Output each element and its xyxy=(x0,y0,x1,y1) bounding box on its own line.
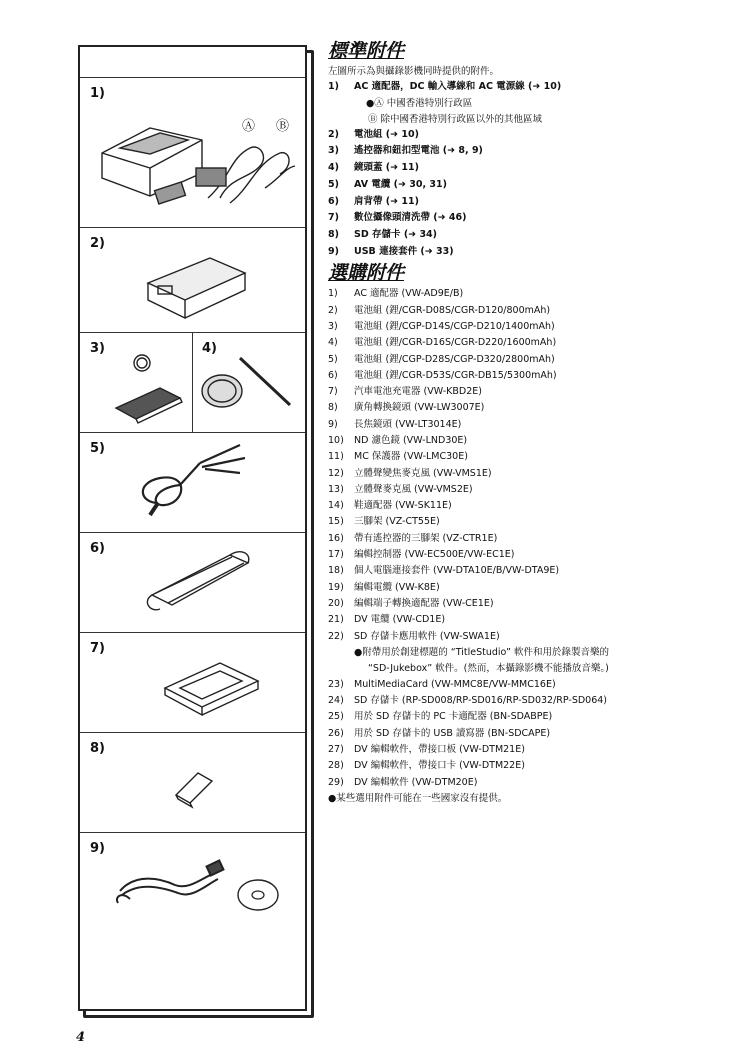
software-note-line2: “SD-Jukebox” 軟件。(然而，本攝錄影機不能播放音樂。) xyxy=(368,662,609,674)
list-item: 9) USB 連接套件 (➜ 33) xyxy=(328,245,454,257)
page-number: 4 xyxy=(76,1030,86,1045)
list-item: 6) 肩背帶 (➜ 11) xyxy=(328,195,419,207)
list-item: 27) DV 編輯軟件，帶接口板 (VW-DTM21E) xyxy=(328,744,525,756)
software-note-line1: ●附帶用於創建標題的 “TitleStudio” 軟件和用於錄製音樂的 xyxy=(354,646,609,658)
usb-kit-illustration xyxy=(80,833,305,953)
list-item: 10) ND 濾色鏡 (VW-LND30E) xyxy=(328,435,468,446)
remote-lenscap-illustration xyxy=(80,333,305,433)
list-item: 3) 電池組 (鋰/CGP-D14S/CGP-D210/1400mAh) xyxy=(328,320,555,332)
region-a-label: Ⓐ xyxy=(242,119,256,134)
figure-cell-2 xyxy=(80,227,305,333)
battery-pack-illustration xyxy=(80,228,305,333)
figure-label-7: 7) xyxy=(90,641,105,656)
figure-label-3: 3) xyxy=(90,341,105,356)
list-item: 15) 三腳架 (VZ-CT55E) xyxy=(328,516,440,528)
region-note-a: ●Ⓐ 中國香港特別行政區 xyxy=(366,97,473,109)
av-cable-illustration xyxy=(80,433,305,533)
list-item: 25) 用於 SD 存儲卡的 PC 卡適配器 (BN-SDABPE) xyxy=(328,711,553,723)
list-item: 19) 編輯電纜 (VW-K8E) xyxy=(328,581,440,593)
list-item: 3) 遙控器和鈕扣型電池 (➜ 8, 9) xyxy=(328,145,483,157)
cleaning-tape-illustration xyxy=(80,633,305,733)
figure-label-2: 2) xyxy=(90,236,105,251)
list-item: 1) AC 適配器 (VW-AD9E/B) xyxy=(328,288,464,300)
list-item: 18) 個人電腦連接套件 (VW-DTA10E/B/VW-DTA9E) xyxy=(328,565,560,577)
list-item: 23) MultiMediaCard (VW-MMC8E/VW-MMC16E) xyxy=(328,678,556,690)
list-item: 7) 數位攝像頭清洗帶 (➜ 46) xyxy=(328,212,467,224)
standard-accessories-list-cont xyxy=(328,127,733,261)
figure-label-5: 5) xyxy=(90,441,105,456)
availability-footnote: ●某些選用附件可能在一些國家沒有提供。 xyxy=(328,792,508,804)
ac-adaptor-illustration xyxy=(80,78,305,228)
sd-card-illustration xyxy=(80,733,305,833)
list-item: 26) 用於 SD 存儲卡的 USB 讀寫器 (BN-SDCAPE) xyxy=(328,727,551,739)
list-item: 29) DV 編輯軟件 (VW-DTM20E) xyxy=(328,776,478,788)
figure-cell-3-4 xyxy=(80,332,305,433)
figure-cell-1 xyxy=(80,77,305,228)
list-item: 22) SD 存儲卡應用軟件 (VW-SWA1E) xyxy=(328,630,500,642)
list-item: 5) 電池組 (鋰/CGP-D28S/CGP-D320/2800mAh) xyxy=(328,353,555,365)
list-item: 6) 電池組 (鋰/CGR-D53S/CGR-DB15/5300mAh) xyxy=(328,369,557,381)
standard-accessories-list xyxy=(328,79,733,96)
list-item: 11) MC 保護器 (VW-LMC30E) xyxy=(328,451,468,463)
figure-label-9: 9) xyxy=(90,841,105,856)
list-item: 28) DV 編輯軟件，帶接口卡 (VW-DTM22E) xyxy=(328,760,525,772)
list-item: 20) 編輯端子轉換適配器 (VW-CE1E) xyxy=(328,597,494,609)
list-item: 2) 電池組 (鋰/CGR-D08S/CGR-D120/800mAh) xyxy=(328,304,551,316)
list-item: 4) 電池組 (鋰/CGR-D16S/CGR-D220/1600mAh) xyxy=(328,337,557,349)
list-item: 9) 長焦鏡頭 (VW-LT3014E) xyxy=(328,418,462,430)
list-item: 5) AV 電纜 (➜ 30, 31) xyxy=(328,178,447,190)
list-item: 4) 鏡頭蓋 (➜ 11) xyxy=(328,162,419,174)
list-item: 12) 立體聲變焦麥克風 (VW-VMS1E) xyxy=(328,467,492,479)
text-column xyxy=(328,38,733,807)
standard-accessories-title: 標準附件 xyxy=(328,40,405,62)
accessory-illustration-panel xyxy=(78,45,307,1011)
list-item: 17) 編輯控制器 (VW-EC500E/VW-EC1E) xyxy=(328,549,515,561)
list-item: 21) DV 電纜 (VW-CD1E) xyxy=(328,614,446,626)
list-item: 16) 帶有遙控器的三腳架 (VZ-CTR1E) xyxy=(328,532,498,544)
region-note-b: Ⓑ 除中國香港特別行政區以外的其他區域 xyxy=(368,113,543,125)
list-item: 24) SD 存儲卡 (RP-SD008/RP-SD016/RP-SD032/RP-SD064) xyxy=(328,695,608,707)
optional-accessories-list xyxy=(328,286,733,645)
figure-cell-9 xyxy=(80,832,305,953)
list-item: 8) 廣角轉換鏡頭 (VW-LW3007E) xyxy=(328,402,485,414)
list-item: 13) 立體聲麥克風 (VW-VMS2E) xyxy=(328,483,473,495)
figure-label-8: 8) xyxy=(90,741,105,756)
figure-label-6: 6) xyxy=(90,541,105,556)
standard-intro: 左圖所示為與攝錄影機同時提供的附件。 xyxy=(328,66,500,77)
optional-accessories-title: 選購附件 xyxy=(328,262,405,285)
figure-cell-7 xyxy=(80,632,305,733)
list-item: 8) SD 存儲卡 (➜ 34) xyxy=(328,228,438,240)
list-item: 7) 汽車電池充電器 (VW-KBD2E) xyxy=(328,386,482,398)
optional-accessories-list-cont xyxy=(328,677,733,791)
figure-cell-5 xyxy=(80,432,305,533)
figure-cell-8 xyxy=(80,732,305,833)
figure-label-4: 4) xyxy=(202,341,217,356)
list-item: 1) AC 適配器，DC 輸入導線和 AC 電源線 (➜ 10) xyxy=(328,81,562,92)
list-item: 2) 電池組 (➜ 10) xyxy=(328,128,419,140)
list-item: 14) 鞋適配器 (VW-SK11E) xyxy=(328,500,452,512)
region-b-label: Ⓑ xyxy=(276,119,290,134)
figure-cell-6 xyxy=(80,532,305,633)
figure-label-1: 1) xyxy=(90,86,105,101)
shoulder-strap-illustration xyxy=(80,533,305,633)
